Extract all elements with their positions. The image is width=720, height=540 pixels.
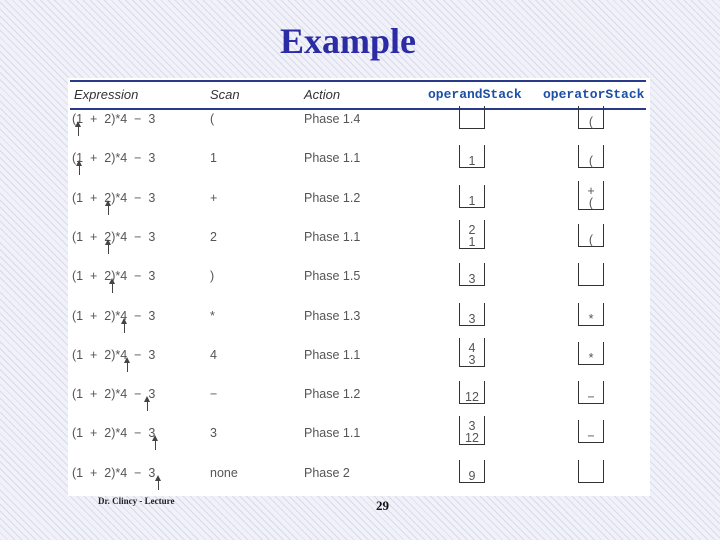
operand-stack-item: 9 (468, 468, 476, 483)
action-cell: Phase 1.5 (304, 269, 361, 284)
operand-stack (459, 381, 485, 404)
operand-stack-item: 4 (468, 340, 476, 355)
header-operator-stack: operatorStack (543, 87, 645, 102)
scan-cell: − (210, 387, 218, 402)
operator-stack (578, 420, 604, 443)
operand-stack (459, 303, 485, 326)
operator-stack (578, 263, 604, 286)
table-row (68, 183, 650, 230)
table-row (68, 419, 650, 465)
expression-cell: (1 + 2)*4 − 3 (72, 465, 156, 480)
operand-stack (459, 460, 485, 483)
operator-stack-item: ( (588, 154, 594, 169)
scan-cell: 4 (210, 347, 217, 362)
operator-stack (578, 460, 604, 483)
operand-stack (459, 220, 485, 249)
operator-stack-item: ( (588, 195, 594, 210)
operand-stack (459, 416, 485, 445)
table-row (68, 222, 650, 269)
operator-stack-item: ( (588, 232, 594, 247)
operator-stack (578, 145, 604, 168)
expression-evaluation-table (68, 78, 650, 496)
scan-pointer-arrow (108, 205, 109, 215)
footer-lecturer: Dr. Clincy - Lecture (98, 496, 175, 506)
operator-stack-item: − (587, 429, 595, 444)
operator-stack (578, 381, 604, 404)
expression-cell: (1 + 2)*4 − 3 (72, 308, 156, 323)
scan-cell: + (210, 190, 218, 205)
operand-stack-item: 1 (468, 234, 476, 249)
scan-cell: * (210, 308, 215, 323)
operand-stack-item: 1 (468, 154, 476, 169)
scan-cell: ( (210, 112, 215, 126)
operand-stack-item: 2 (468, 222, 476, 237)
operator-stack (578, 342, 604, 365)
scan-pointer-arrow (79, 165, 80, 175)
expression-cell: (1 + 2)*4 − 3 (72, 347, 156, 362)
operand-stack-item: 12 (465, 431, 479, 446)
operand-stack-item: 1 (468, 193, 476, 208)
scan-pointer-arrow (78, 126, 79, 136)
operand-stack (459, 185, 485, 208)
table-row (68, 151, 650, 190)
operator-stack-item: + (587, 183, 595, 198)
operator-stack-item: ( (588, 115, 594, 129)
operand-stack-item: 3 (468, 419, 476, 434)
operand-stack (459, 263, 485, 286)
action-cell: Phase 1.1 (304, 229, 361, 244)
expression-cell: (1 + 2)*4 − 3 (72, 269, 156, 284)
expression-cell: (1 + 2)*4 − 3 (72, 426, 156, 441)
table-row (68, 112, 650, 151)
page-number: 29 (376, 498, 389, 513)
action-cell: Phase 2 (304, 465, 350, 480)
scan-pointer-arrow (108, 244, 109, 254)
operand-stack-item: 12 (465, 390, 479, 405)
expression-cell: (1 + 2)*4 − 3 (72, 151, 156, 166)
header-scan: Scan (210, 87, 240, 102)
table-row (68, 340, 650, 387)
operator-stack (578, 224, 604, 247)
scan-pointer-arrow (124, 323, 125, 333)
expression-cell: (1 + 2)*4 − 3 (72, 387, 156, 402)
scan-pointer-arrow (112, 283, 113, 293)
header-action: Action (304, 87, 341, 102)
header-expression: Expression (74, 87, 139, 102)
scan-cell: none (210, 465, 238, 480)
operator-stack-item: * (588, 350, 594, 365)
expression-cell: (1 + 2)*4 − 3 (72, 229, 156, 244)
operand-stack-item: 3 (468, 311, 476, 326)
operand-stack (459, 145, 485, 168)
table-header (70, 80, 646, 110)
action-cell: Phase 1.4 (304, 112, 361, 126)
expression-cell: (1 + 2)*4 − 3 (72, 190, 156, 205)
action-cell: Phase 1.1 (304, 426, 361, 441)
expression-cell: (1 + 2)*4 − 3 (72, 112, 156, 126)
operator-stack (578, 303, 604, 326)
operator-stack-item: * (588, 311, 594, 326)
action-cell: Phase 1.2 (304, 387, 361, 402)
scan-pointer-arrow (127, 362, 128, 372)
operand-stack-item: 3 (468, 272, 476, 287)
table-row (68, 309, 650, 348)
action-cell: Phase 1.1 (304, 151, 361, 166)
table-row (68, 387, 650, 426)
operator-stack-item: − (587, 390, 595, 405)
scan-cell: 1 (210, 151, 217, 166)
table-row (68, 269, 650, 308)
scan-cell: ) (210, 269, 215, 284)
action-cell: Phase 1.1 (304, 347, 361, 362)
operator-stack (578, 106, 604, 129)
action-cell: Phase 1.3 (304, 308, 361, 323)
operand-stack (459, 106, 485, 129)
scan-cell: 2 (210, 229, 217, 244)
action-cell: Phase 1.2 (304, 190, 361, 205)
scan-pointer-arrow (158, 480, 159, 490)
operator-stack (578, 181, 604, 210)
operand-stack (459, 338, 485, 367)
operand-stack-item: 3 (468, 352, 476, 367)
header-operand-stack: operandStack (428, 87, 522, 102)
scan-pointer-arrow (155, 440, 156, 450)
scan-cell: 3 (210, 426, 217, 441)
scan-pointer-arrow (147, 401, 148, 411)
